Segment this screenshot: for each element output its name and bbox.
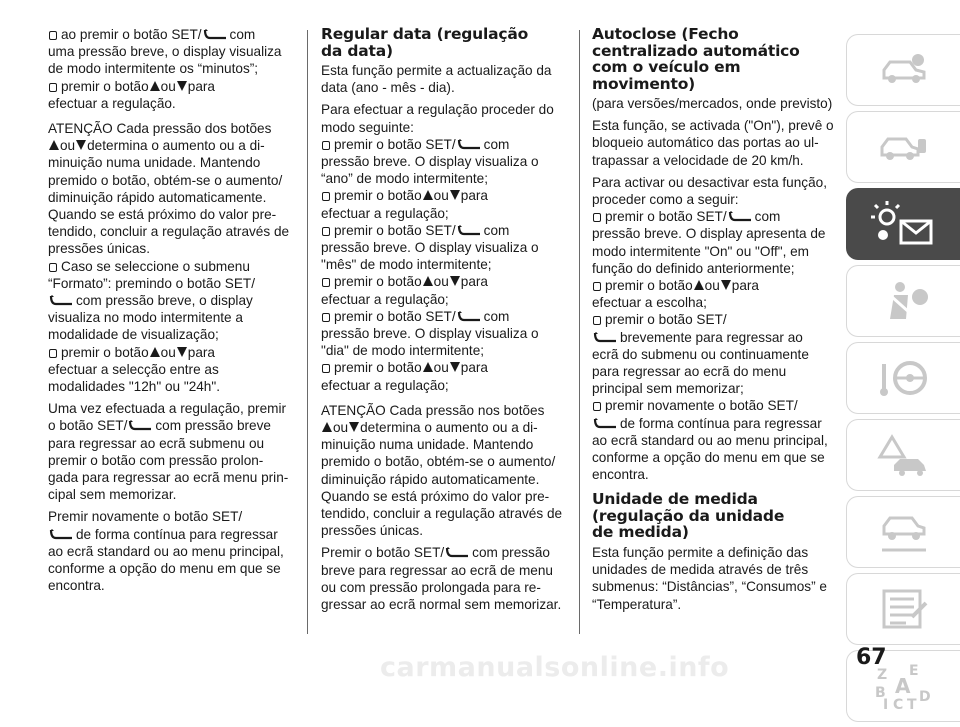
svg-text:T: T [906, 697, 917, 711]
arrow-down-icon [450, 362, 460, 372]
svg-text:B: B [874, 685, 886, 701]
bullet-square-icon [593, 282, 601, 291]
watermark: carmanualsonline.info [380, 652, 730, 683]
svg-text:I: I [882, 697, 888, 711]
arrow-down-icon [177, 81, 187, 91]
enter-key-icon [456, 138, 484, 150]
car-lift-icon [876, 510, 932, 554]
steps-list: Para efectuar a regulação proceder do modo seguinte: premir o botão SET/ com pressão breve. O display visualiza o “ano” de modo intermitente; premir o botão ou para efectuar a regulação; premir o botão SET/ com pressão breve. O display visualiza o "mês" de modo intermitente; premir o botão ou para efectuar a regulação; premir o botão SET/ com pressão breve. O display visualiza o "dia" de modo intermitente; premir o botão ou para efectuar a regulação; [321, 102, 554, 393]
enter-key-icon [202, 28, 230, 40]
arrow-up-icon [694, 280, 704, 290]
enter-key-icon [444, 546, 472, 558]
intro-paragraph: Esta função permite a actualização da data (ano - mês - dia). [321, 63, 552, 96]
arrow-down-icon [349, 422, 359, 432]
car-info-icon [876, 50, 932, 90]
enter-key-icon [48, 528, 76, 540]
steering-wheel-icon [876, 356, 932, 400]
column-divider-2 [579, 30, 580, 634]
bullet-square-icon [322, 227, 330, 236]
arrow-up-icon [423, 190, 433, 200]
arrow-up-icon [49, 140, 59, 150]
heading-autoclose: Autoclose (Fecho centralizado automático com o veículo em movimento) [592, 25, 800, 93]
tab-car-lift[interactable] [846, 496, 960, 568]
chapter-tabs [846, 34, 960, 727]
arrow-down-icon [177, 347, 187, 357]
bullet-square-icon [49, 31, 57, 40]
arrow-up-icon [423, 276, 433, 286]
enter-key-icon [456, 224, 484, 236]
tab-specs-list[interactable] [846, 573, 960, 645]
tab-warning-car[interactable] [846, 419, 960, 491]
enter-key-icon [127, 419, 155, 431]
column-3 [592, 26, 842, 618]
svg-text:Z: Z [876, 667, 887, 683]
enter-key-icon [456, 310, 484, 322]
bullet-square-icon [322, 192, 330, 201]
dashboard-lights-icon [869, 199, 939, 249]
arrow-up-icon [322, 422, 332, 432]
tab-dashboard-lights[interactable] [846, 188, 960, 260]
step-minutes: ao premir o botão SET/ com uma pressão breve, o display visualiza de modo intermitente os “minutos”; premir o botão ou para efectuar a regulação. [48, 27, 282, 111]
column-1 [48, 26, 296, 600]
steps-list: Para activar ou desactivar esta função, proceder como a seguir: premir o botão SET/ com pressão breve. O display apresenta de modo intermitente "On" ou "Off", em função do definido anteriormente; premir o botão ou para efectuar a escolha; premir o botão SET/ brevemente para regressar ao ecrã do submenu ou continuamente para regressar ao ecrã do menu principal sem memorizar; premir novamente o botão SET/ de forma contínua para regressar ao ecrã standard ou ao menu principal, conforme a opção do menu em que se encontra. [592, 174, 828, 483]
page-number: 67 [856, 645, 887, 670]
bullet-square-icon [593, 402, 601, 411]
bullet-square-icon [49, 83, 57, 92]
arrow-down-icon [450, 276, 460, 286]
heading-regular-data: Regular data (regulação da data) [321, 25, 529, 60]
enter-key-icon [592, 417, 620, 429]
seatbelt-airbag-icon [876, 279, 932, 323]
tab-seatbelt-airbag[interactable] [846, 265, 960, 337]
column-2 [321, 26, 566, 618]
tab-car-key[interactable] [846, 111, 960, 183]
confirm-paragraph: Uma vez efectuada a regulação, premir o botão SET/ com pressão breve para regressar ao ecrã submenu ou premir o botão com pressão prolon- gada para regressar ao ecrã menu prin- cipal sem memorizar. [48, 401, 289, 503]
svg-text:C: C [892, 697, 903, 711]
warning-triangle-car-icon [876, 433, 932, 477]
svg-text:D: D [918, 689, 931, 705]
arrow-down-icon [721, 280, 731, 290]
bullet-square-icon [322, 364, 330, 373]
bullet-square-icon [322, 141, 330, 150]
tab-steering-wheel[interactable] [846, 342, 960, 414]
intro-paragraph: Esta função, se activada ("On"), prevê o bloqueio automático das portas ao ul- trapassar a velocidade de 20 km/h. [592, 118, 834, 168]
arrow-up-icon [150, 81, 160, 91]
enter-key-icon [48, 294, 76, 306]
tab-car-info[interactable] [846, 34, 960, 106]
enter-key-icon [592, 331, 620, 343]
units-paragraph: Esta função permite a definição das unidades de medida através de três submenus: “Distâncias”, “Consumos” e “Temperatura”. [592, 544, 827, 612]
availability-note: (para versões/mercados, onde previsto) [592, 96, 833, 111]
return-paragraph: Premir novamente o botão SET/ de forma contínua para regressar ao ecrã standard ou ao menu principal, conforme a opção do menu em que se encontra. [48, 509, 284, 594]
svg-text:A: A [894, 674, 910, 698]
bullet-square-icon [593, 213, 601, 222]
bullet-square-icon [322, 278, 330, 287]
bullet-square-icon [49, 263, 57, 272]
attention-note: ATENÇÃO Cada pressão dos botões ou determina o aumento ou a di- minuição numa unidade. Mantendo premido o botão, obtém-se o aumento/ diminuição rápido automaticamente. Quando se está próximo do valor pre- tendido, concluir a regulação através de pressões únicas. Caso se seleccione o submenu “Formato”: premindo o botão SET/ com pressão breve, o display visualiza no modo intermitente a modalidade de visualização; premir o botão ou para efectuar a selecção entre as modalidades "12h" ou "24h". [48, 121, 290, 395]
car-key-icon [876, 127, 932, 167]
svg-text:E: E [908, 663, 919, 679]
arrow-down-icon [450, 190, 460, 200]
column-divider-1 [307, 30, 308, 634]
arrow-down-icon [76, 140, 86, 150]
specs-list-icon [876, 587, 932, 631]
heading-unidade-medida: Unidade de medida (regulação da unidade de medida) [592, 490, 785, 542]
bullet-square-icon [49, 349, 57, 358]
arrow-up-icon [150, 347, 160, 357]
bullet-square-icon [322, 313, 330, 322]
enter-key-icon [727, 210, 755, 222]
bullet-square-icon [593, 316, 601, 325]
return-paragraph: Premir o botão SET/ com pressão breve para regressar ao ecrã de menu ou com pressão prolongada para re- gressar ao ecrã normal sem memorizar. [321, 545, 562, 613]
arrow-up-icon [423, 362, 433, 372]
attention-note: ATENÇÃO Cada pressão nos botões ou determina o aumento ou a di- minuição numa unidade. Mantendo premido o botão, obtém-se o aumento/ diminuição rápido automaticamente. Quando se está próximo do valor pre- tendido, concluir a regulação através de pressões únicas. [321, 402, 563, 539]
